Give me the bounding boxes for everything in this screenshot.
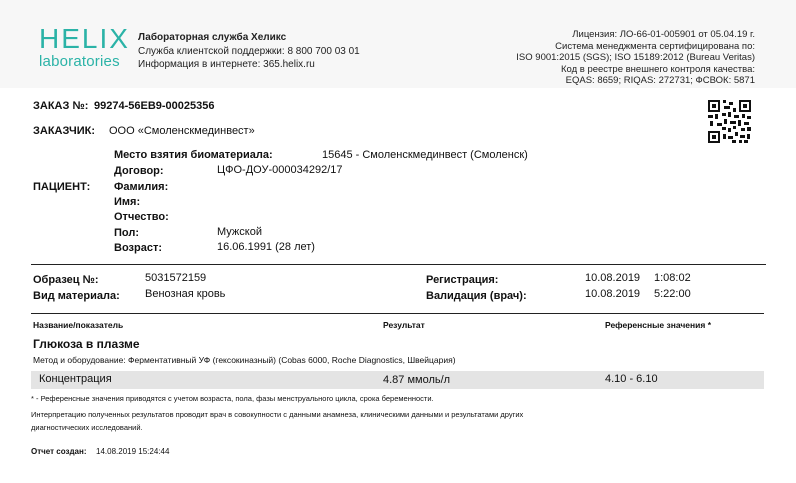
biomaterial-place: 15645 - Смоленскмединвест (Смоленск): [322, 149, 528, 161]
sex-value: Мужской: [217, 226, 262, 238]
report-created-label: Отчет создан:: [31, 447, 87, 456]
first-name-label: Имя:: [114, 196, 141, 208]
sample-number: 5031572159: [145, 272, 207, 284]
helix-logo-text: HELIX: [39, 23, 130, 54]
age-value: 16.06.1991 (28 лет): [217, 241, 315, 253]
interpretation-line-1: Интерпретацию полученных результатов проводит врач в совокупности с данными анамнеза, клиническими данными и результатами других: [31, 410, 524, 419]
license-line: Лицензия: ЛО-66-01-005901 от 05.04.19 г.: [572, 29, 755, 40]
registration-date: 10.08.2019: [585, 272, 641, 284]
order-number: 99274-56EB9-00025356: [94, 100, 215, 112]
customer-name: ООО «Смоленскмединвест»: [109, 125, 255, 137]
support-phone: Служба клиентской поддержки: 8 800 700 03 01: [138, 46, 360, 57]
validation-date: 10.08.2019: [585, 288, 641, 300]
patient-label: ПАЦИЕНТ:: [33, 181, 91, 193]
section-divider: [31, 264, 766, 265]
qr-code-icon: [708, 100, 751, 143]
validation-time: 5:22:00: [654, 288, 691, 300]
surname-label: Фамилия:: [114, 181, 169, 193]
patronymic-label: Отчество:: [114, 211, 169, 223]
sex-label: Пол:: [114, 227, 140, 239]
table-top-divider: [31, 313, 764, 314]
validation-label: Валидация (врач):: [426, 290, 527, 302]
registry-line: Код в реестре внешнего контроля качества:: [560, 64, 755, 75]
result-row-value: 4.87 ммоль/л: [383, 374, 451, 386]
registration-time: 1:08:02: [654, 272, 691, 284]
material-label: Вид материала:: [33, 290, 120, 302]
iso-line: ISO 9001:2015 (SGS); ISO 15189:2012 (Bureau Veritas): [516, 52, 755, 63]
result-row-reference: 4.10 - 6.10: [605, 373, 658, 385]
service-title: Лабораторная служба Хеликс: [138, 32, 287, 43]
eqas-line: EQAS: 8659; RIQAS: 272731; ФСВОК: 5871: [565, 75, 755, 86]
material-value: Венозная кровь: [145, 288, 226, 300]
column-header-name: Название/показатель: [33, 320, 124, 330]
helix-logo-subtext: laboratories: [39, 53, 120, 70]
reference-footnote: * - Референсные значения приводятся с учетом возраста, пола, фазы менструального цикла, срока беременности.: [31, 394, 434, 403]
result-row-name: Концентрация: [39, 373, 112, 385]
sample-number-label: Образец №:: [33, 274, 99, 286]
certification-line: Система менеджмента сертифицирована по:: [555, 41, 755, 52]
method-line: Метод и оборудование: Ферментативный УФ (гексокиназный) (Cobas 6000, Roche Diagnostics, Швейцария): [33, 355, 456, 365]
interpretation-line-2: диагностических исследований.: [31, 423, 143, 432]
contract-number: ЦФО-ДОУ-000034292/17: [217, 164, 343, 176]
contract-label: Договор:: [114, 165, 164, 177]
test-title: Глюкоза в плазме: [33, 337, 140, 351]
column-header-reference: Референсные значения *: [605, 320, 712, 330]
report-created-value: 14.08.2019 15:24:44: [96, 447, 170, 456]
customer-label: ЗАКАЗЧИК:: [33, 125, 95, 137]
age-label: Возраст:: [114, 242, 162, 254]
column-header-result: Результат: [383, 320, 425, 330]
biomaterial-place-label: Место взятия биоматериала:: [114, 149, 273, 161]
registration-label: Регистрация:: [426, 274, 499, 286]
website-info: Информация в интернете: 365.helix.ru: [138, 59, 315, 70]
order-number-label: ЗАКАЗ №:: [33, 100, 89, 112]
